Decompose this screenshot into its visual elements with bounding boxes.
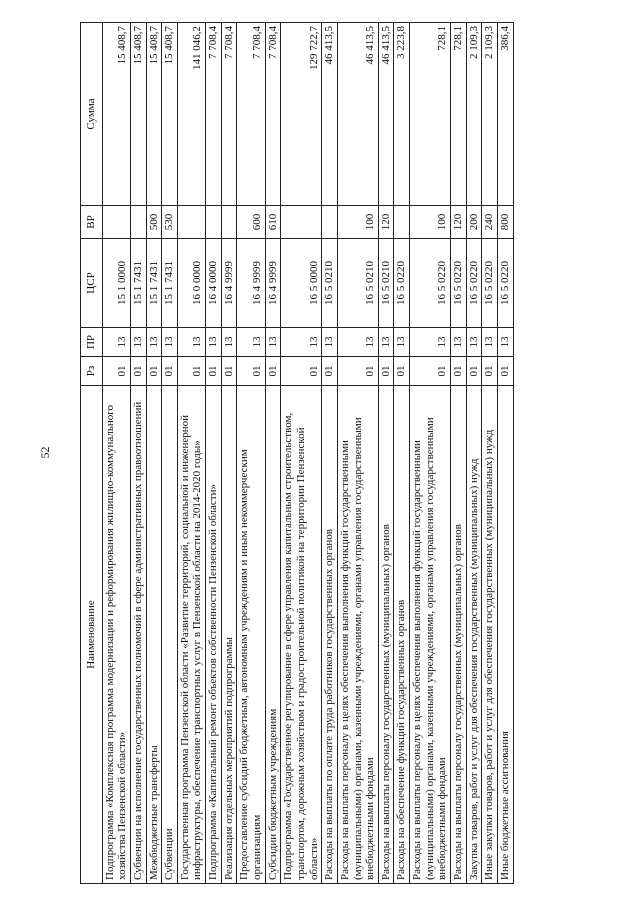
header-name: Наименование xyxy=(81,386,103,884)
cell-pr: 13 xyxy=(378,328,394,357)
cell-pr: 13 xyxy=(146,328,162,357)
cell-vr: 100 xyxy=(410,206,451,239)
cell-rz: 01 xyxy=(281,357,322,386)
budget-table xyxy=(80,22,514,884)
cell-rz: 01 xyxy=(130,357,146,386)
cell-vr: 500 xyxy=(146,206,162,239)
cell-name: Подпрограмма «Капитальный ремонт объектов собственности Пензенской области» xyxy=(206,386,222,884)
cell-sum: 15 408,7 xyxy=(130,23,146,206)
cell-csr: 16 5 0220 xyxy=(394,239,410,328)
header-vr: ВР xyxy=(81,206,103,239)
cell-name: Подпрограмма «Государственное регулирование в сфере управления капитальным строительством, транспортом, дорожным хозяйством и градостроительной политикой на территории Пензенской области» xyxy=(281,386,322,884)
cell-rz: 01 xyxy=(451,357,467,386)
cell-pr: 13 xyxy=(237,328,265,357)
cell-csr: 16 5 0220 xyxy=(482,239,498,328)
cell-name: Расходы на обеспечение функций государственных органов xyxy=(394,386,410,884)
header-rz: Рз xyxy=(81,357,103,386)
cell-pr: 13 xyxy=(322,328,338,357)
header-pr: ПР xyxy=(81,328,103,357)
header-csr: ЦСР xyxy=(81,239,103,328)
header-sum: Сумма xyxy=(81,23,103,206)
table-row xyxy=(337,23,378,884)
cell-name: Субвенции на исполнение государственных полномочий в сфере административных правоотношений xyxy=(130,386,146,884)
cell-name: Предоставление субсидий бюджетным, автономным учреждениям и иным некоммерческим организациям xyxy=(237,386,265,884)
table-row xyxy=(237,23,265,884)
cell-pr: 13 xyxy=(130,328,146,357)
table-row xyxy=(410,23,451,884)
cell-sum: 46 413,5 xyxy=(378,23,394,206)
cell-name: Закупка товаров, работ и услуг для обеспечения государственных (муниципальных) нужд xyxy=(466,386,482,884)
cell-sum: 46 413,5 xyxy=(337,23,378,206)
cell-name: Расходы на выплаты по оплате труда работников государственных органов xyxy=(322,386,338,884)
cell-pr: 13 xyxy=(265,328,281,357)
cell-sum: 141 046,2 xyxy=(177,23,205,206)
cell-name: Расходы на выплаты персоналу в целях обеспечения выполнения функций государственными (муниципальными) органами, казенными учреждениями, органами управления государственными внебюджетными фондами xyxy=(410,386,451,884)
cell-pr: 13 xyxy=(466,328,482,357)
cell-sum: 15 408,7 xyxy=(102,23,130,206)
cell-rz: 01 xyxy=(410,357,451,386)
cell-sum: 7 708,4 xyxy=(206,23,222,206)
cell-pr: 13 xyxy=(482,328,498,357)
cell-vr xyxy=(102,206,130,239)
cell-name: Расходы на выплаты персоналу в целях обеспечения выполнения функций государственными (муниципальными) органами, казенными учреждениями, органами управления государственными внебюджетными фондами xyxy=(337,386,378,884)
table-row xyxy=(394,23,410,884)
cell-pr: 13 xyxy=(497,328,513,357)
cell-sum: 2 109,3 xyxy=(482,23,498,206)
cell-vr xyxy=(394,206,410,239)
cell-sum: 2 109,3 xyxy=(466,23,482,206)
table-row xyxy=(221,23,237,884)
cell-rz: 01 xyxy=(378,357,394,386)
cell-vr: 100 xyxy=(337,206,378,239)
cell-vr xyxy=(221,206,237,239)
table-row xyxy=(466,23,482,884)
cell-csr: 16 0 0000 xyxy=(177,239,205,328)
cell-csr: 16 5 0210 xyxy=(337,239,378,328)
cell-csr: 16 4 9999 xyxy=(265,239,281,328)
cell-rz: 01 xyxy=(177,357,205,386)
cell-pr: 13 xyxy=(206,328,222,357)
cell-pr: 13 xyxy=(177,328,205,357)
cell-rz: 01 xyxy=(322,357,338,386)
cell-vr: 800 xyxy=(497,206,513,239)
cell-csr: 16 5 0220 xyxy=(497,239,513,328)
cell-sum: 7 708,4 xyxy=(265,23,281,206)
cell-name: Иные закупки товаров, работ и услуг для обеспечения государственных (муниципальных) нужд xyxy=(482,386,498,884)
cell-rz: 01 xyxy=(482,357,498,386)
cell-name: Межбюджетные трансферты xyxy=(146,386,162,884)
cell-rz: 01 xyxy=(265,357,281,386)
table-row xyxy=(177,23,205,884)
cell-csr: 16 5 0210 xyxy=(322,239,338,328)
cell-vr: 200 xyxy=(466,206,482,239)
cell-rz: 01 xyxy=(497,357,513,386)
cell-csr: 16 5 0220 xyxy=(451,239,467,328)
table-row xyxy=(162,23,178,884)
cell-csr: 16 5 0000 xyxy=(281,239,322,328)
cell-vr xyxy=(177,206,205,239)
cell-sum: 728,1 xyxy=(410,23,451,206)
cell-csr: 15 1 7431 xyxy=(162,239,178,328)
table-row xyxy=(497,23,513,884)
cell-csr: 15 1 7431 xyxy=(130,239,146,328)
cell-rz: 01 xyxy=(394,357,410,386)
cell-name: Подпрограмма «Комплексная программа модернизации и реформирования жилищно-коммунального хозяйства Пензенской области» xyxy=(102,386,130,884)
cell-pr: 13 xyxy=(162,328,178,357)
cell-rz: 01 xyxy=(162,357,178,386)
cell-sum: 129 722,7 xyxy=(281,23,322,206)
cell-csr: 16 5 0210 xyxy=(378,239,394,328)
cell-sum: 15 408,7 xyxy=(162,23,178,206)
cell-csr: 16 4 0000 xyxy=(206,239,222,328)
table-row xyxy=(146,23,162,884)
cell-name: Реализация отдельных мероприятий подпрограммы xyxy=(221,386,237,884)
page-number: 52 xyxy=(38,446,52,459)
cell-rz: 01 xyxy=(337,357,378,386)
table-row xyxy=(482,23,498,884)
cell-vr xyxy=(206,206,222,239)
cell-name: Расходы на выплаты персоналу государственных (муниципальных) органов xyxy=(378,386,394,884)
cell-rz: 01 xyxy=(466,357,482,386)
cell-pr: 13 xyxy=(410,328,451,357)
table-row xyxy=(206,23,222,884)
cell-csr: 16 4 9999 xyxy=(237,239,265,328)
cell-vr: 120 xyxy=(378,206,394,239)
table-row xyxy=(281,23,322,884)
cell-csr: 15 1 0000 xyxy=(102,239,130,328)
table-header-row xyxy=(81,23,103,884)
cell-vr: 240 xyxy=(482,206,498,239)
cell-name: Иные бюджетные ассигнования xyxy=(497,386,513,884)
cell-pr: 13 xyxy=(451,328,467,357)
cell-rz: 01 xyxy=(237,357,265,386)
table-row xyxy=(102,23,130,884)
table-row xyxy=(378,23,394,884)
cell-vr: 600 xyxy=(237,206,265,239)
cell-sum: 3 223,8 xyxy=(394,23,410,206)
cell-pr: 13 xyxy=(394,328,410,357)
cell-name: Субсидии бюджетным учреждениям xyxy=(265,386,281,884)
cell-sum: 728,1 xyxy=(451,23,467,206)
cell-pr: 13 xyxy=(221,328,237,357)
cell-rz: 01 xyxy=(146,357,162,386)
cell-vr xyxy=(281,206,322,239)
table-row xyxy=(322,23,338,884)
cell-name: Государственная программа Пензенской области «Развитие территорий, социальной и инженерной инфраструктуры, обеспечение транспортных услуг в Пензенской области на 2014-2020 годы» xyxy=(177,386,205,884)
cell-sum: 15 408,7 xyxy=(146,23,162,206)
cell-name: Расходы на выплаты персоналу государственных (муниципальных) органов xyxy=(451,386,467,884)
cell-rz: 01 xyxy=(221,357,237,386)
table-body xyxy=(102,23,513,884)
cell-pr: 13 xyxy=(102,328,130,357)
table-row xyxy=(130,23,146,884)
cell-pr: 13 xyxy=(337,328,378,357)
cell-pr: 13 xyxy=(281,328,322,357)
cell-csr: 16 4 9999 xyxy=(221,239,237,328)
cell-rz: 01 xyxy=(206,357,222,386)
cell-rz: 01 xyxy=(102,357,130,386)
cell-csr: 15 1 7431 xyxy=(146,239,162,328)
cell-vr: 530 xyxy=(162,206,178,239)
cell-csr: 16 5 0220 xyxy=(466,239,482,328)
cell-sum: 46 413,5 xyxy=(322,23,338,206)
cell-vr xyxy=(130,206,146,239)
table-row xyxy=(265,23,281,884)
cell-csr: 16 5 0220 xyxy=(410,239,451,328)
cell-name: Субвенции xyxy=(162,386,178,884)
cell-vr: 120 xyxy=(451,206,467,239)
cell-vr: 610 xyxy=(265,206,281,239)
table-row xyxy=(451,23,467,884)
cell-sum: 386,4 xyxy=(497,23,513,206)
cell-vr xyxy=(322,206,338,239)
cell-sum: 7 708,4 xyxy=(237,23,265,206)
cell-sum: 7 708,4 xyxy=(221,23,237,206)
